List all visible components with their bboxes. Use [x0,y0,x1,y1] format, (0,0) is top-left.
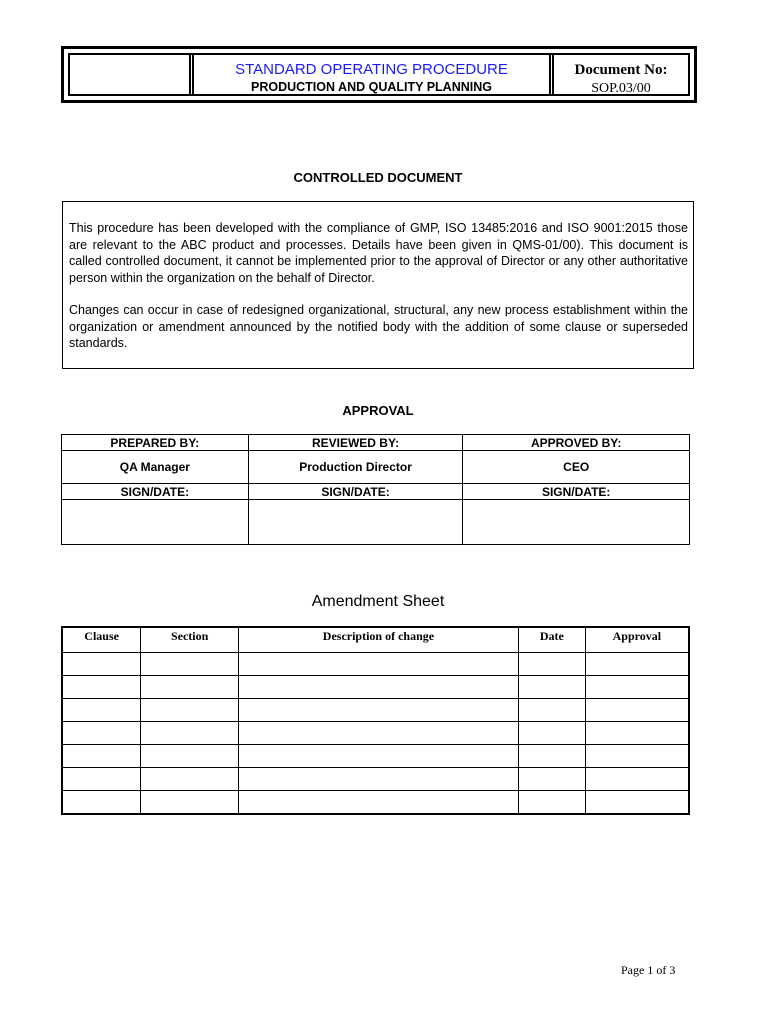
controlled-paragraph-1: This procedure has been developed with the compliance of GMP, ISO 13485:2016 and ISO 9001:2015 those are relevant to the ABC product and processes. Details have been given in QMS-01/00). This document is called controlled document, it cannot be implemented prior to the approval of Director or any other authoritative person within the organization on the behalf of Director. [69,221,688,285]
reviewed-by-label: REVIEWED BY: [248,435,463,451]
logo-cell [70,55,194,94]
document-number-cell [554,55,688,94]
table-cell[interactable] [238,653,518,676]
table-cell[interactable] [238,722,518,745]
table-cell[interactable] [62,768,141,791]
description-header: Description of change [238,627,518,653]
table-cell[interactable] [62,653,141,676]
document-subtitle: PRODUCTION AND QUALITY PLANNING [251,80,492,94]
table-cell[interactable] [238,745,518,768]
table-cell[interactable] [585,676,689,699]
table-cell[interactable] [62,722,141,745]
controlled-document-box [62,201,694,369]
table-row [62,722,689,745]
table-cell[interactable] [141,676,239,699]
title-cell [194,55,554,94]
table-cell[interactable] [518,699,585,722]
document-header-inner [68,53,690,96]
table-cell[interactable] [518,676,585,699]
reviewed-by-name: Production Director [248,451,463,484]
approval-heading: APPROVAL [342,403,414,418]
prepared-sign-label: SIGN/DATE: [62,484,249,500]
approved-by-name: CEO [463,451,690,484]
document-title: STANDARD OPERATING PROCEDURE [235,61,508,78]
table-row [62,676,689,699]
approval-table [61,434,690,545]
table-cell[interactable] [585,768,689,791]
table-cell[interactable] [518,791,585,815]
table-cell[interactable] [62,791,141,815]
table-cell[interactable] [238,699,518,722]
table-cell[interactable] [62,699,141,722]
table-cell[interactable] [585,791,689,815]
table-cell[interactable] [141,791,239,815]
controlled-document-heading: CONTROLLED DOCUMENT [293,170,463,185]
prepared-by-label: PREPARED BY: [62,435,249,451]
table-cell[interactable] [585,653,689,676]
amendment-header-row [62,627,689,653]
reviewed-sign-field[interactable] [248,500,463,545]
table-cell[interactable] [238,768,518,791]
clause-header: Clause [62,627,141,653]
approval-sign-label-row [62,484,690,500]
amendment-sheet-title: Amendment Sheet [311,593,445,610]
table-cell[interactable] [141,653,239,676]
approved-sign-field[interactable] [463,500,690,545]
reviewed-sign-label: SIGN/DATE: [248,484,463,500]
date-header: Date [518,627,585,653]
approval-sign-row [62,500,690,545]
approved-sign-label: SIGN/DATE: [463,484,690,500]
amendment-table [61,626,690,815]
table-cell[interactable] [585,722,689,745]
approval-role-row [62,435,690,451]
document-header [61,46,697,103]
table-cell[interactable] [141,768,239,791]
table-cell[interactable] [62,676,141,699]
table-cell[interactable] [238,791,518,815]
table-cell[interactable] [585,745,689,768]
document-number-value: SOP.03/00 [591,81,651,96]
table-cell[interactable] [518,722,585,745]
controlled-paragraph-2: Changes can occur in case of redesigned organizational, structural, any new process establishment within the organization or amendment announced by the notified body with the addition of some clause or superseded standards. [69,303,688,350]
table-row [62,699,689,722]
table-cell[interactable] [141,745,239,768]
table-cell[interactable] [518,768,585,791]
page-number: Page 1 of 3 [621,963,676,977]
table-row [62,653,689,676]
approval-name-row [62,451,690,484]
table-cell[interactable] [518,653,585,676]
table-cell[interactable] [518,745,585,768]
prepared-sign-field[interactable] [62,500,249,545]
approved-by-label: APPROVED BY: [463,435,690,451]
table-cell[interactable] [585,699,689,722]
approval-header: Approval [585,627,689,653]
table-cell[interactable] [238,676,518,699]
table-row [62,791,689,815]
table-row [62,745,689,768]
section-header: Section [141,627,239,653]
prepared-by-name: QA Manager [62,451,249,484]
table-cell[interactable] [62,745,141,768]
document-number-label: Document No: [574,62,668,78]
table-cell[interactable] [141,722,239,745]
table-row [62,768,689,791]
table-cell[interactable] [141,699,239,722]
